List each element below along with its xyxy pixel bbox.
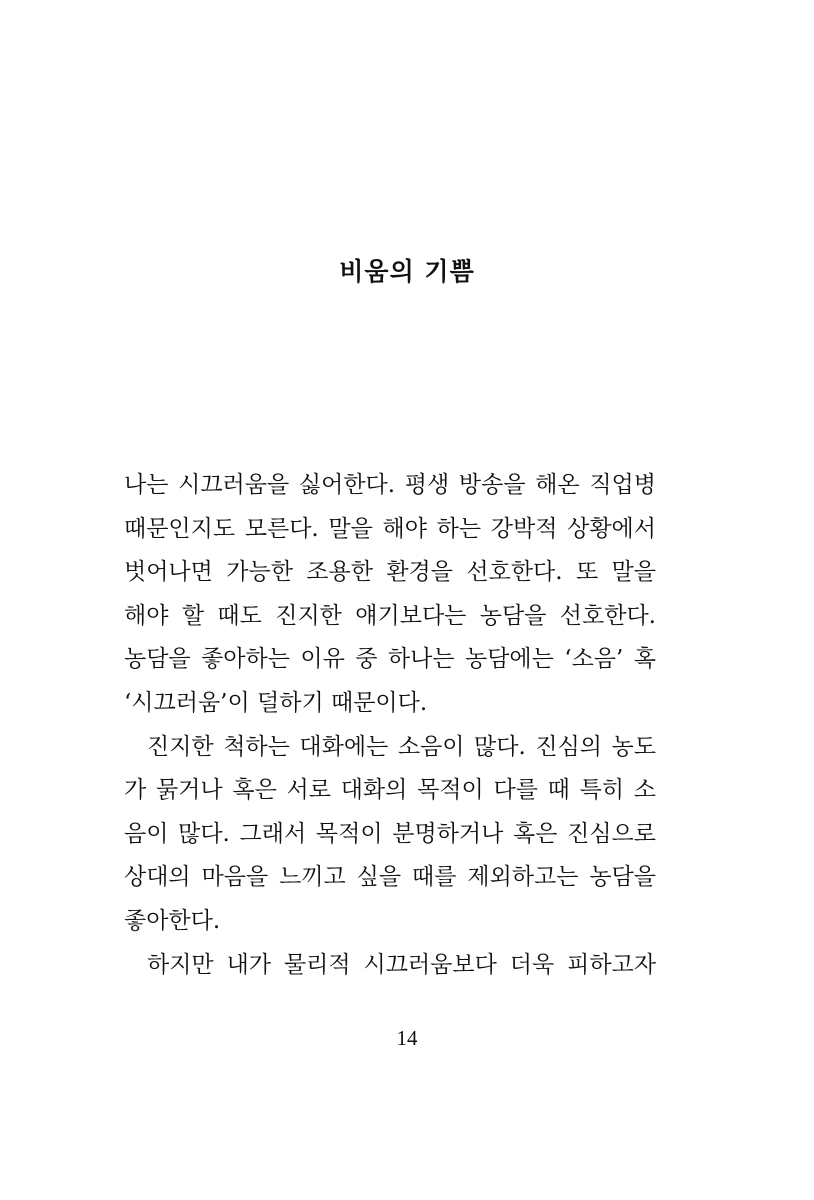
text-line: 음이 많다. 그래서 목적이 분명하거나 혹은 진심으로 xyxy=(124,820,656,847)
text-line: 가 묽거나 혹은 서로 대화의 목적이 다를 때 특히 소 xyxy=(124,777,656,804)
text-line: 진지한 척하는 대화에는 소음이 많다. 진심의 농도 xyxy=(147,733,656,760)
text-line: 하지만 내가 물리적 시끄러움보다 더욱 피하고자 xyxy=(147,951,656,978)
text-line: 나는 시끄러움을 싫어한다. 평생 방송을 해온 직업병 xyxy=(124,472,656,498)
page-number: 14 xyxy=(396,1026,418,1050)
text-line: 벗어나면 가능한 조용한 환경을 선호한다. 또 말을 xyxy=(124,559,656,586)
text-line: 해야 할 때도 진지한 얘기보다는 농담을 선호한다. xyxy=(124,602,656,629)
text-line: 때문인지도 모른다. 말을 해야 하는 강박적 상황에서 xyxy=(124,515,656,542)
text-line: 좋아한다. xyxy=(124,907,221,934)
text-line: 농담을 좋아하는 이유 중 하나는 농담에는 ‘소음’ 혹 xyxy=(124,646,656,673)
body-text xyxy=(124,464,656,987)
chapter-title: 비움의 기쁨 xyxy=(339,257,475,286)
text-line: ‘시끄러움’이 덜하기 때문이다. xyxy=(124,689,428,716)
text-line: 상대의 마음을 느끼고 싶을 때를 제외하고는 농담을 xyxy=(124,864,656,891)
